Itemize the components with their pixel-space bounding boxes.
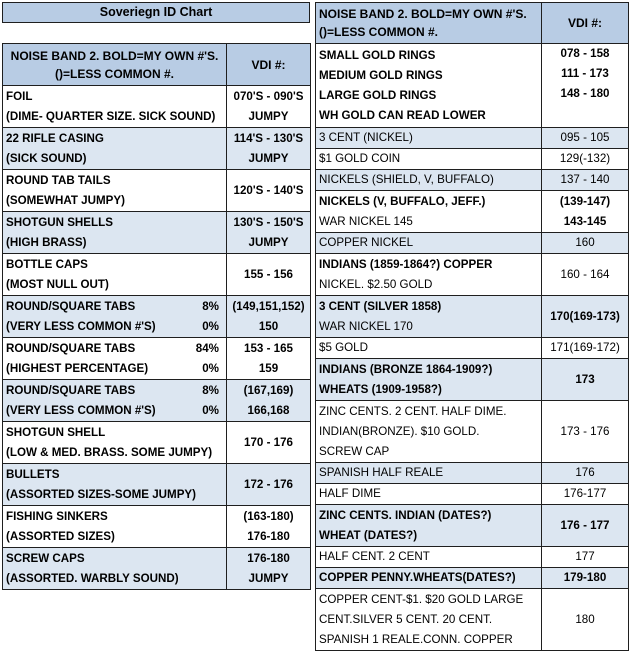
left-row-percent: 0% — [202, 319, 219, 333]
left-row-label-text: BULLETS — [6, 467, 60, 481]
left-row-label-text: (LOW & MED. BRASS. SOME JUMPY) — [6, 445, 213, 459]
left-row-label-cell — [3, 338, 227, 380]
left-header-row — [3, 44, 311, 86]
right-row-label-line: WAR NICKEL 145 — [319, 214, 413, 228]
right-header-vdi: VDI #: — [542, 3, 629, 44]
left-row-vdi-cell — [227, 422, 311, 464]
right-row-vdi-cell — [542, 296, 629, 338]
left-row-label-line — [6, 191, 223, 211]
right-row-label-line: HALF CENT. 2 CENT — [319, 550, 430, 563]
left-row-vdi: 120'S - 140'S — [233, 183, 304, 197]
left-row-label-line — [6, 401, 223, 421]
right-row-label-line: WHEAT (DATES?) — [319, 528, 418, 542]
left-row-label-line — [6, 213, 223, 233]
left-row-vdi-cell — [227, 254, 311, 296]
right-row-label-cell — [316, 254, 542, 296]
right-row-vdi: 171(169-172) — [550, 341, 620, 354]
right-header-label: NOISE BAND 2. BOLD=MY OWN #'S. ()=LESS COMMON #. — [316, 3, 542, 44]
left-row-vdi: (163-180) — [243, 509, 294, 523]
right-row-vdi-cell — [542, 401, 629, 463]
right-row-label-cell — [316, 484, 542, 505]
right-row-label-cell — [316, 505, 542, 547]
left-row — [3, 548, 311, 590]
left-row-label-text: (VERY LESS COMMON #'S) — [6, 403, 156, 417]
right-row-vdi-secondary: 143-145 — [563, 214, 607, 228]
left-row-label-line — [6, 423, 223, 443]
left-row-vdi: 153 - 165 — [244, 341, 293, 355]
left-row — [3, 296, 311, 338]
left-row-label-line — [6, 149, 223, 169]
left-row — [3, 254, 311, 296]
left-row-label-line — [6, 485, 223, 505]
right-row-vdi: 137 - 140 — [560, 173, 610, 186]
left-row — [3, 506, 311, 548]
right-row — [316, 149, 629, 170]
right-row-vdi-cell — [542, 191, 629, 233]
left-row — [3, 128, 311, 170]
right-row-label-cell — [316, 338, 542, 359]
right-row-label-line: ZINC CENTS. 2 CENT. HALF DIME. — [319, 404, 507, 418]
right-row-vdi-cell — [542, 170, 629, 191]
right-row-vdi: 176-177 — [563, 487, 607, 500]
left-row-label-line — [6, 107, 223, 127]
right-row-vdi-cell — [542, 233, 629, 254]
left-row-label-text: (MOST NULL OUT) — [6, 277, 109, 291]
left-row-label-line — [6, 297, 223, 317]
left-row-label-line — [6, 527, 223, 547]
left-row-label-line — [6, 255, 223, 275]
left-row-label-text: ROUND TAB TAILS — [6, 173, 111, 187]
right-row — [316, 589, 629, 651]
right-row-label-line: COPPER CENT-$1. $20 GOLD LARGE — [319, 592, 524, 606]
left-row-label-line — [6, 569, 223, 589]
left-row-vdi-cell — [227, 548, 311, 590]
left-row-label-cell — [3, 128, 227, 170]
left-row-vdi: 172 - 176 — [244, 477, 293, 491]
left-row-label-line — [6, 507, 223, 527]
right-row-label-line: NICKELS (SHIELD, V, BUFFALO) — [319, 173, 494, 186]
right-row-vdi-cell — [542, 359, 629, 401]
gold-rings-small-label: SMALL GOLD RINGS — [319, 48, 436, 62]
left-row-vdi-cell — [227, 296, 311, 338]
right-row-label-line: INDIANS (BRONZE 1864-1909?) — [319, 362, 493, 376]
right-row-vdi-cell — [542, 254, 629, 296]
right-row-label-cell — [316, 233, 542, 254]
right-row-label-line: COPPER NICKEL — [319, 236, 414, 249]
right-row-vdi: 173 - 176 — [560, 424, 610, 438]
left-row — [3, 212, 311, 254]
right-row-label-cell — [316, 463, 542, 484]
right-row-label-line: INDIAN(BRONZE). $10 GOLD. — [319, 424, 480, 438]
right-row — [316, 233, 629, 254]
left-row-label-cell — [3, 422, 227, 464]
left-row-label-text: ROUND/SQUARE TABS — [6, 383, 136, 397]
right-row-vdi: 176 — [575, 466, 595, 479]
left-row-vdi: (149,151,152) — [232, 299, 305, 313]
right-row-label-cell — [316, 589, 542, 651]
left-row-vdi: 150 — [258, 319, 279, 333]
gold-rings-row — [316, 44, 629, 128]
right-row-label-line: HALF DIME — [319, 487, 381, 500]
right-row-vdi: 180 — [575, 612, 595, 626]
left-row-vdi-cell — [227, 86, 311, 128]
left-row — [3, 86, 311, 128]
left-row-label-text: FOIL — [6, 89, 33, 103]
left-row-label-cell — [3, 548, 227, 590]
right-row-label-line: NICKELS (V, BUFFALO, JEFF.) — [319, 194, 486, 208]
right-row-vdi: 176 - 177 — [560, 518, 610, 532]
right-row-label-line: SPANISH HALF REALE — [319, 466, 444, 479]
left-row-label-text: (ASSORTED SIZES) — [6, 529, 115, 543]
left-row-label-line — [6, 129, 223, 149]
left-row-label-text: SCREW CAPS — [6, 551, 85, 565]
right-row-vdi-cell — [542, 128, 629, 149]
left-row-label-cell — [3, 380, 227, 422]
gold-rings-note: WH GOLD CAN READ LOWER — [319, 108, 486, 122]
right-row-vdi: 095 - 105 — [560, 131, 610, 144]
left-row-label-line — [6, 317, 223, 337]
left-row-label-text: FISHING SINKERS — [6, 509, 108, 523]
right-row-label-cell — [316, 359, 542, 401]
left-row-label-line — [6, 339, 223, 359]
left-row-percent: 8% — [202, 383, 219, 397]
chart-title: Soveriegn ID Chart — [2, 2, 310, 23]
left-row-vdi: JUMPY — [248, 109, 289, 123]
left-row-label-text: BOTTLE CAPS — [6, 257, 88, 271]
right-row-vdi-cell — [542, 505, 629, 547]
right-row-label-cell — [316, 191, 542, 233]
left-row-label-text: (DIME- QUARTER SIZE. SICK SOUND) — [6, 109, 216, 123]
left-row-vdi: 159 — [258, 361, 279, 375]
left-row-label-cell — [3, 296, 227, 338]
right-row-label-line: $1 GOLD COIN — [319, 152, 401, 165]
left-row-label-cell — [3, 170, 227, 212]
right-row-vdi-cell — [542, 568, 629, 589]
right-row-label-line: $5 GOLD — [319, 341, 368, 354]
right-row — [316, 463, 629, 484]
right-row-label-line: ZINC CENTS. INDIAN (DATES?) — [319, 508, 492, 522]
right-header-row — [316, 3, 629, 44]
right-row-label-line: 3 CENT (SILVER 1858) — [319, 299, 442, 313]
left-row-percent: 84% — [195, 341, 219, 355]
right-row-vdi-cell — [542, 463, 629, 484]
left-row-vdi-cell — [227, 506, 311, 548]
right-row — [316, 128, 629, 149]
left-row-vdi: 070'S - 090'S — [233, 89, 304, 103]
right-row-vdi-cell — [542, 338, 629, 359]
right-row-vdi: 179-180 — [563, 571, 607, 584]
right-row-label-line: NICKEL. $2.50 GOLD — [319, 277, 433, 291]
right-row-label-cell — [316, 296, 542, 338]
right-row-label-line: SCREW CAP — [319, 444, 390, 458]
left-row-vdi: (167,169) — [243, 383, 294, 397]
left-row-label-cell — [3, 506, 227, 548]
left-row-label-text: (ASSORTED. WARBLY SOUND) — [6, 571, 179, 585]
right-row-vdi: 160 - 164 — [560, 267, 610, 281]
left-row-label-cell — [3, 254, 227, 296]
left-row-vdi: JUMPY — [248, 151, 289, 165]
right-row-vdi: 160 — [575, 236, 595, 249]
right-row-label-cell — [316, 128, 542, 149]
left-row — [3, 170, 311, 212]
right-row-label-line: WHEATS (1909-1958?) — [319, 382, 442, 396]
left-row-vdi: 176-180 — [247, 551, 290, 565]
right-row — [316, 254, 629, 296]
left-row-label-line — [6, 549, 223, 569]
left-row-label-text: ROUND/SQUARE TABS — [6, 299, 136, 313]
right-row-vdi: 129(-132) — [559, 152, 611, 165]
left-row-vdi: JUMPY — [248, 571, 289, 585]
right-row-label-cell — [316, 547, 542, 568]
left-row-label-text: (HIGHEST PERCENTAGE) — [6, 361, 149, 375]
left-table — [2, 43, 310, 590]
right-row-vdi-cell — [542, 484, 629, 505]
left-header-label: NOISE BAND 2. BOLD=MY OWN #'S. ()=LESS COMMON #. — [3, 44, 227, 86]
left-header-vdi: VDI #: — [227, 44, 311, 86]
left-row-label-text: (ASSORTED SIZES-SOME JUMPY) — [6, 487, 197, 501]
right-row — [316, 547, 629, 568]
gold-rings-medium-label: MEDIUM GOLD RINGS — [319, 68, 443, 82]
right-row — [316, 401, 629, 463]
left-row — [3, 380, 311, 422]
left-row-vdi-cell — [227, 212, 311, 254]
left-row-vdi-cell — [227, 380, 311, 422]
right-row-label-cell — [316, 401, 542, 463]
left-row-vdi: 166,168 — [247, 403, 290, 417]
left-row-label-line — [6, 465, 223, 485]
left-row — [3, 338, 311, 380]
left-row — [3, 422, 311, 464]
right-row-vdi: 170(169-173) — [550, 309, 620, 323]
left-row-label-text: SHOTGUN SHELLS — [6, 215, 113, 229]
left-row-label-text: (SOMEWHAT JUMPY) — [6, 193, 125, 207]
left-row-label-line — [6, 381, 223, 401]
right-row-vdi: 173 — [575, 372, 595, 386]
right-row — [316, 505, 629, 547]
right-row-label-line: COPPER PENNY.WHEATS(DATES?) — [319, 571, 516, 584]
left-row-vdi: 130'S - 150'S — [233, 215, 304, 229]
left-row-vdi: 114'S - 130'S — [233, 131, 304, 145]
left-row-vdi-cell — [227, 464, 311, 506]
gold-rings-medium-vdi: 111 - 173 — [561, 67, 609, 80]
right-table — [315, 2, 628, 651]
gold-rings-large-vdi: 148 - 180 — [560, 87, 610, 100]
left-row-vdi-cell — [227, 338, 311, 380]
left-row-label-line — [6, 233, 223, 253]
right-row-vdi-cell — [542, 547, 629, 568]
left-row-label-text: (HIGH BRASS) — [6, 235, 87, 249]
right-row — [316, 170, 629, 191]
left-row-vdi: 155 - 156 — [244, 267, 293, 281]
left-row-percent: 0% — [202, 361, 219, 375]
left-row-percent: 0% — [202, 403, 219, 417]
left-row-label-line — [6, 87, 223, 107]
right-row — [316, 359, 629, 401]
gold-rings-small-vdi: 078 - 158 — [560, 47, 610, 60]
left-row-label-line — [6, 275, 223, 295]
left-row-vdi-cell — [227, 170, 311, 212]
left-row-vdi: JUMPY — [248, 235, 289, 249]
right-row — [316, 484, 629, 505]
right-row-label-line: WAR NICKEL 170 — [319, 319, 413, 333]
right-row-label-line: 3 CENT (NICKEL) — [319, 131, 413, 144]
left-row-label-text: ROUND/SQUARE TABS — [6, 341, 136, 355]
right-row — [316, 191, 629, 233]
right-row-label-line: INDIANS (1859-1864?) COPPER — [319, 257, 493, 271]
right-row-vdi-cell — [542, 589, 629, 651]
left-row-label-text: (SICK SOUND) — [6, 151, 87, 165]
left-row-percent: 8% — [202, 299, 219, 313]
right-row-vdi: 177 — [575, 550, 595, 563]
left-row-label-line — [6, 443, 223, 463]
right-row — [316, 338, 629, 359]
right-row — [316, 568, 629, 589]
left-row-label-cell — [3, 212, 227, 254]
left-row-label-line — [6, 359, 223, 379]
left-row — [3, 464, 311, 506]
right-row-label-line: CENT.SILVER 5 CENT. 20 CENT. — [319, 612, 493, 626]
right-row-label-cell — [316, 170, 542, 191]
gold-rings-large-label: LARGE GOLD RINGS — [319, 88, 437, 102]
left-row-label-cell — [3, 86, 227, 128]
left-row-label-cell — [3, 464, 227, 506]
left-row-vdi: 170 - 176 — [244, 435, 293, 449]
right-row — [316, 296, 629, 338]
right-row-label-line: SPANISH 1 REALE.CONN. COPPER — [319, 632, 513, 646]
left-row-label-text: SHOTGUN SHELL — [6, 425, 106, 439]
left-row-label-text: 22 RIFLE CASING — [6, 131, 104, 145]
right-row-vdi: (139-147) — [559, 194, 611, 208]
left-row-label-line — [6, 171, 223, 191]
left-row-vdi: 176-180 — [247, 529, 290, 543]
right-row-label-cell — [316, 568, 542, 589]
left-row-label-text: (VERY LESS COMMON #'S) — [6, 319, 156, 333]
right-row-label-cell — [316, 149, 542, 170]
left-row-vdi-cell — [227, 128, 311, 170]
right-row-vdi-cell — [542, 149, 629, 170]
